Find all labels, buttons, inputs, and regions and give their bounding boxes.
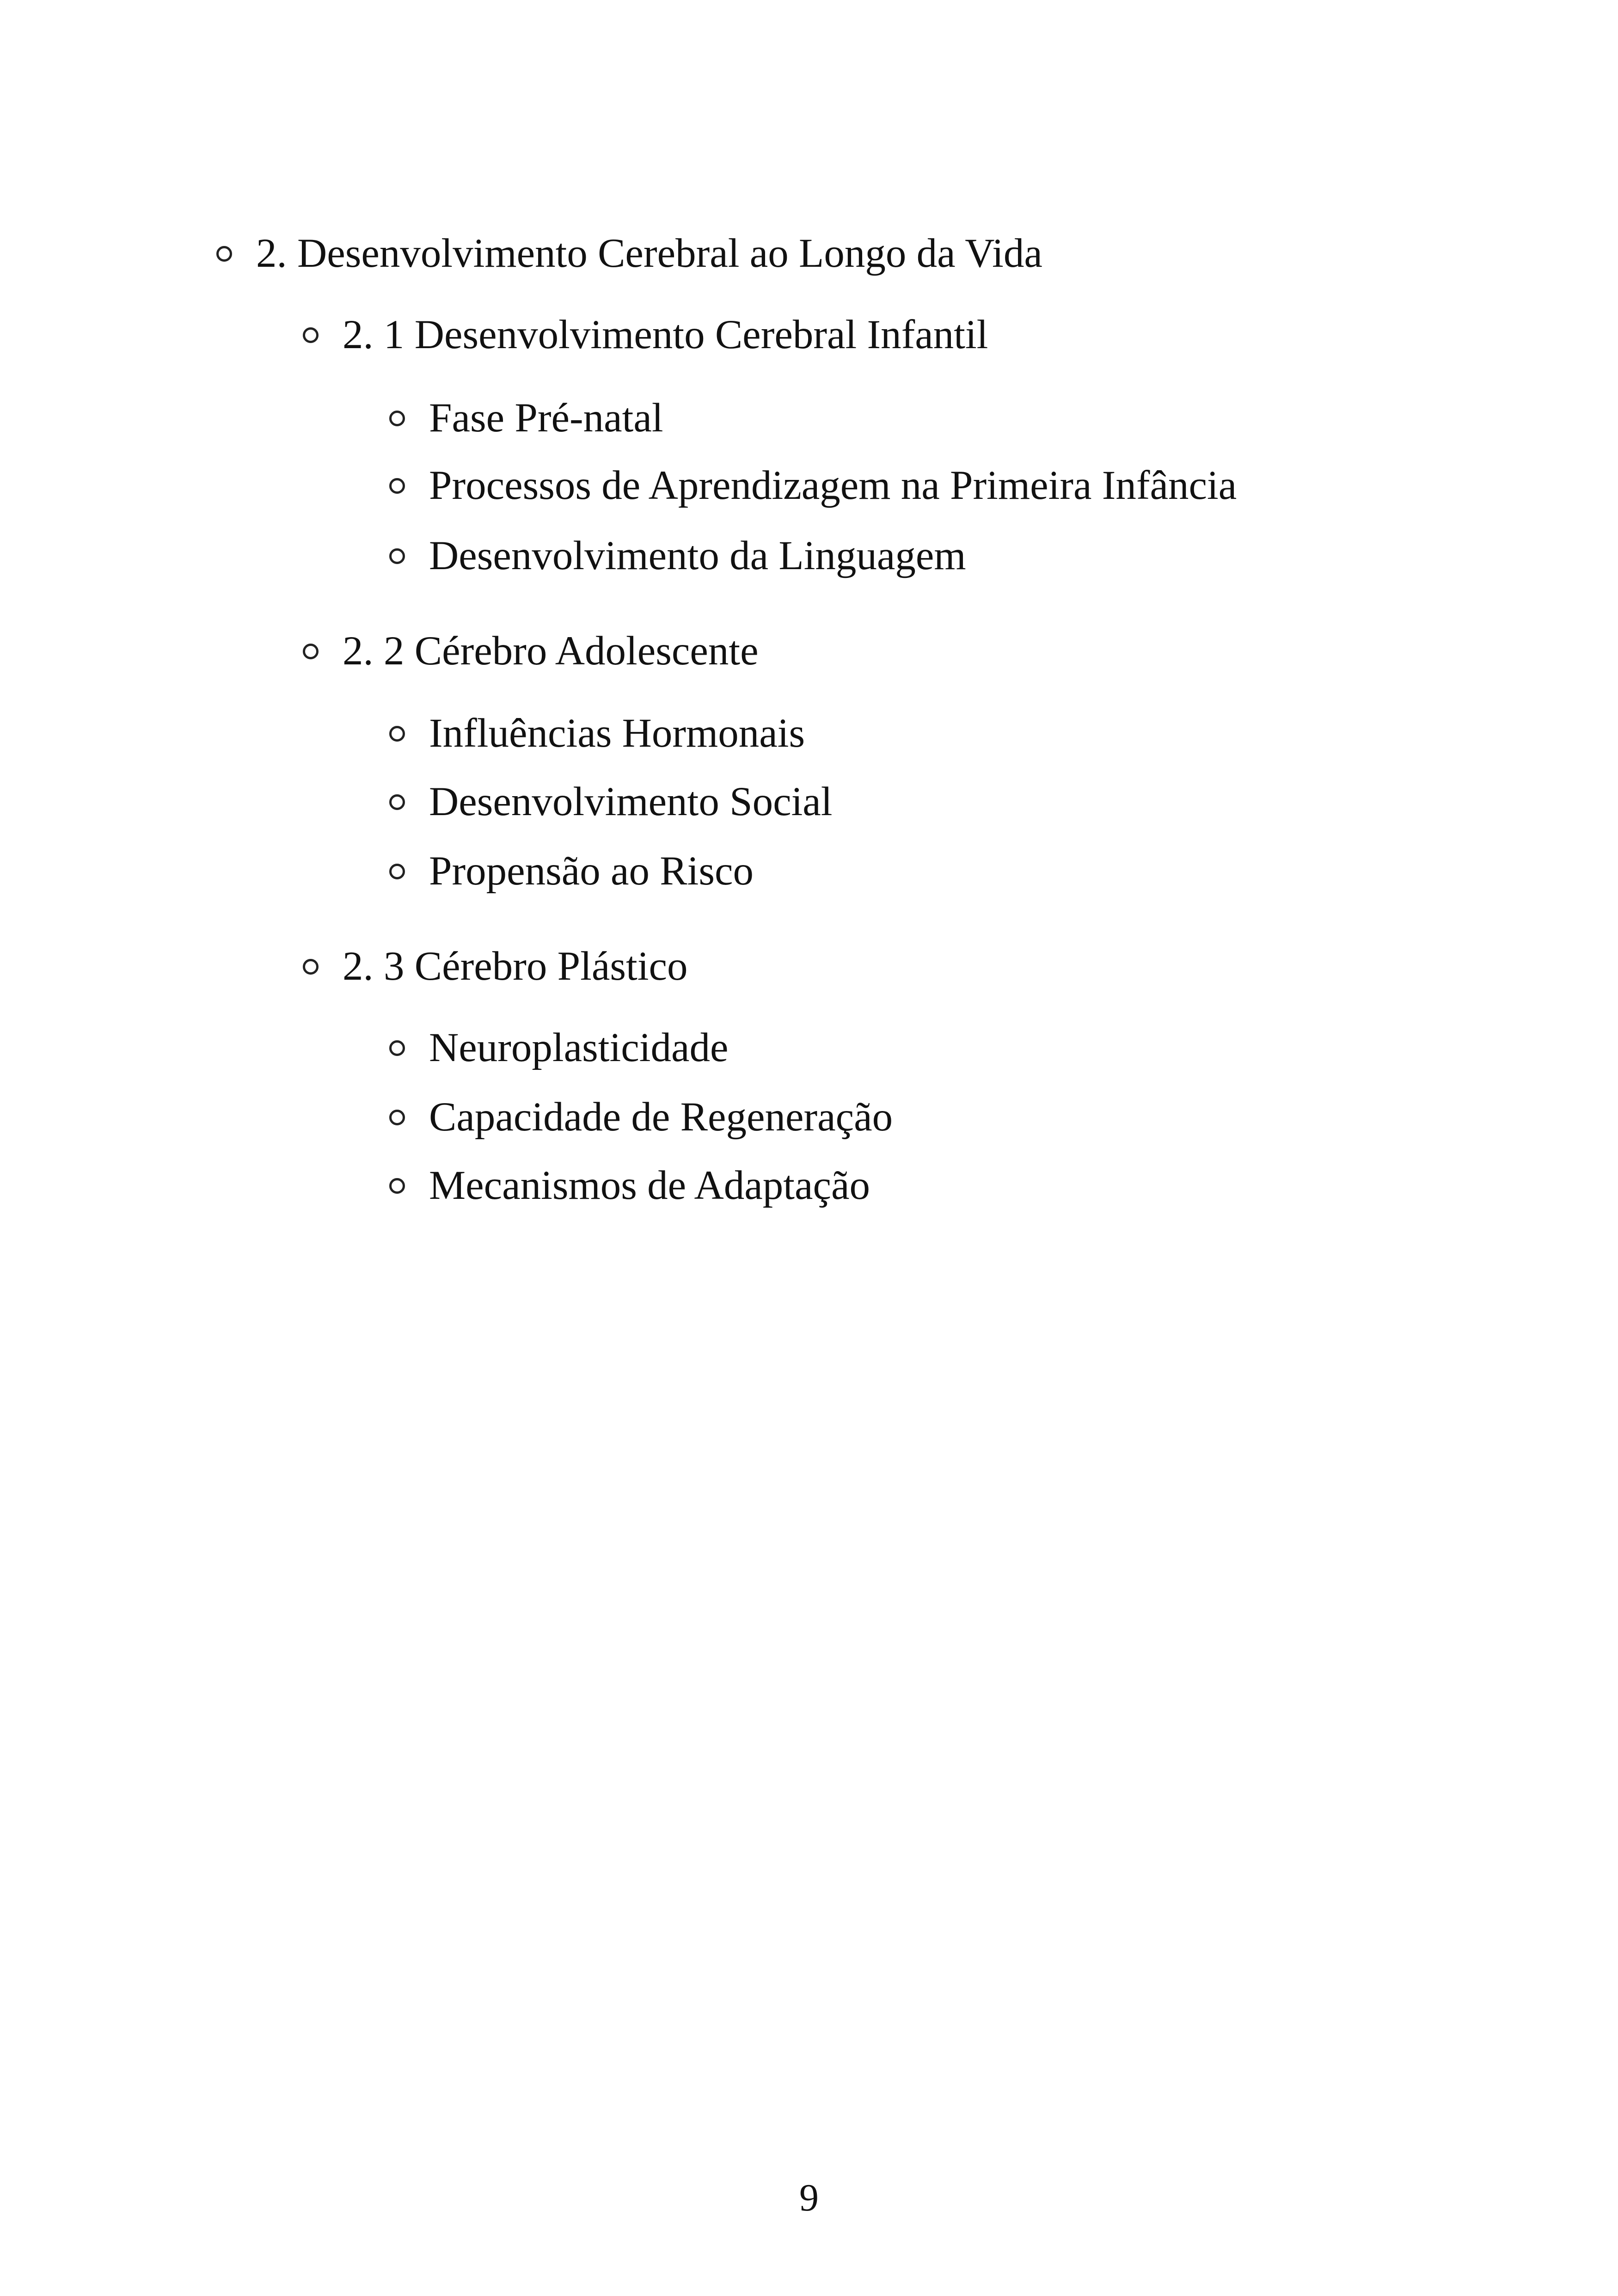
hollow-bullet-icon: [216, 246, 232, 262]
list-item: [389, 1027, 728, 1068]
hollow-bullet-icon: [303, 644, 319, 659]
list-item: [389, 781, 833, 823]
section-title-text: 2. 1 Desenvolvimento Cerebral Infantil: [343, 312, 988, 357]
list-item-text: Desenvolvimento da Linguagem: [429, 533, 966, 578]
section-title: [303, 314, 988, 356]
list-item: [389, 535, 966, 577]
section-title: [303, 946, 687, 987]
hollow-bullet-icon: [303, 959, 319, 975]
hollow-bullet-icon: [389, 1040, 405, 1056]
list-item-text: Desenvolvimento Social: [429, 779, 833, 824]
hollow-bullet-icon: [389, 1110, 405, 1125]
list-item-text: Propensão ao Risco: [429, 848, 754, 894]
section-title-text: 2. 3 Cérebro Plástico: [343, 944, 688, 989]
list-item: [389, 1165, 870, 1206]
hollow-bullet-icon: [303, 327, 319, 343]
list-item-text: Fase Pré-natal: [429, 395, 663, 441]
outline-heading-text: 2. Desenvolvimento Cerebral ao Longo da Vida: [256, 231, 1042, 276]
list-item-text: Mecanismos de Adaptação: [429, 1163, 870, 1208]
list-item-text: Capacidade de Regeneração: [429, 1094, 893, 1140]
section-title-text: 2. 2 Cérebro Adolescente: [343, 628, 759, 674]
hollow-bullet-icon: [389, 864, 405, 879]
hollow-bullet-icon: [389, 726, 405, 742]
page-number: 9: [799, 2176, 819, 2219]
hollow-bullet-icon: [389, 548, 405, 564]
hollow-bullet-icon: [389, 794, 405, 810]
list-item-text: Influências Hormonais: [429, 711, 805, 756]
hollow-bullet-icon: [389, 1178, 405, 1194]
list-item: [389, 395, 663, 441]
list-item-text: Processos de Aprendizagem na Primeira Infância: [429, 463, 1237, 508]
list-item: [389, 465, 1237, 506]
section-title: [303, 628, 759, 674]
hollow-bullet-icon: [389, 478, 405, 494]
list-item-text: Neuroplasticidade: [429, 1025, 729, 1070]
list-item: [389, 1094, 893, 1140]
outline-heading: [216, 233, 1042, 274]
list-item: [389, 848, 754, 894]
list-item: [389, 713, 805, 754]
hollow-bullet-icon: [389, 411, 405, 426]
